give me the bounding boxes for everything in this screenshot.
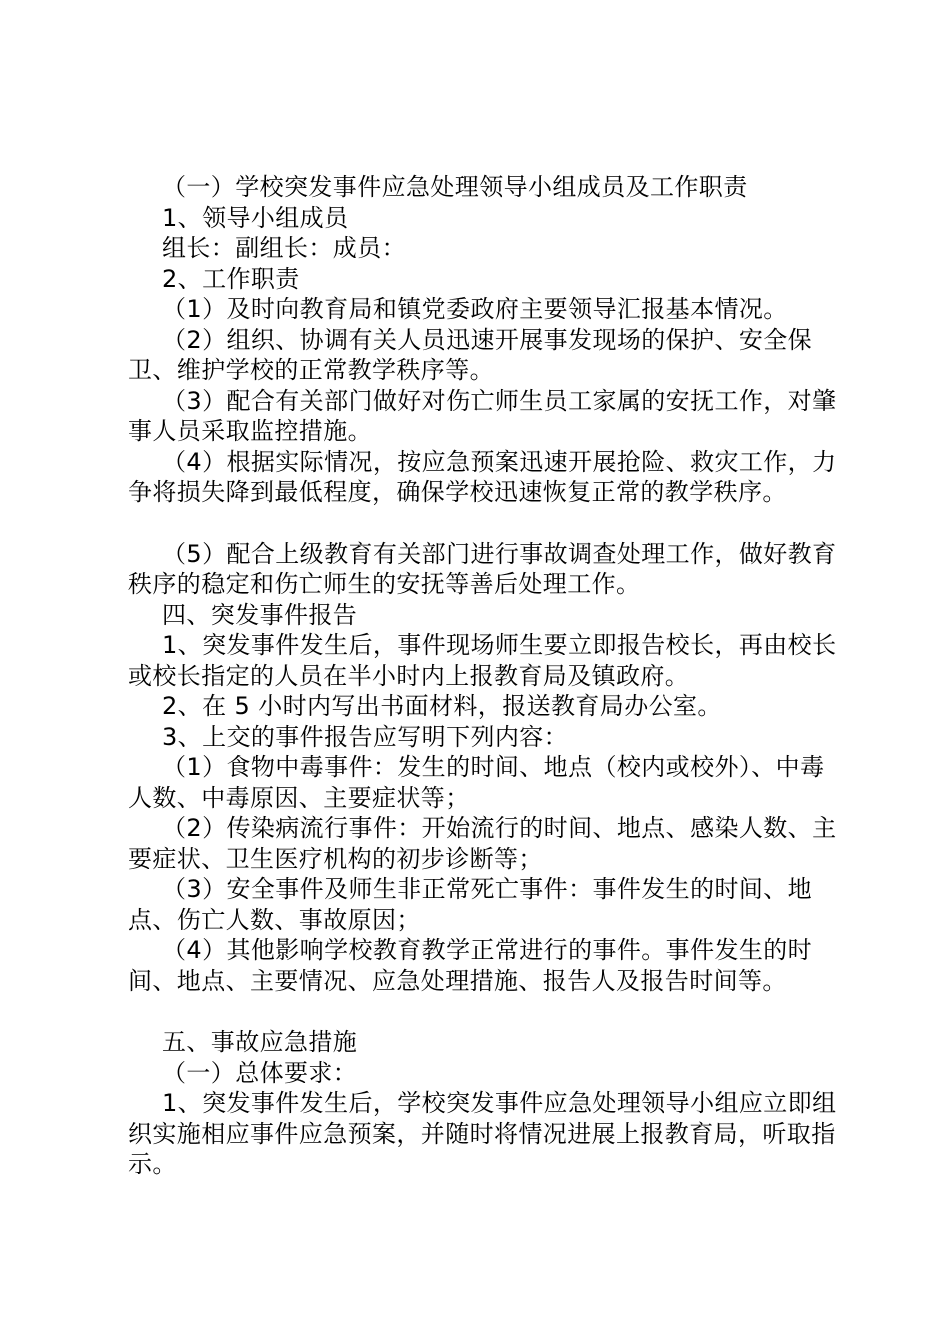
report-item-1: 1、突发事件发生后，事件现场师生要立即报告校长，再由校长或校长指定的人员在半小时内上报教育局及镇政府。 — [128, 631, 837, 690]
measure-item-1: 1、突发事件发生后，学校突发事件应急处理领导小组应立即组织实施相应事件应急预案，并随时将情况进展上报教育局，听取指示。 — [128, 1089, 837, 1178]
report-content-3: （3）安全事件及师生非正常死亡事件：事件发生的时间、地点、伤亡人数、事故原因； — [128, 875, 813, 934]
duty-item-5: （5）配合上级教育有关部门进行事故调查处理工作，做好教育秩序的稳定和伤亡师生的安抚等善后处理工作。 — [128, 539, 837, 598]
report-content-1: （1）食物中毒事件：发生的时间、地点（校内或校外）、中毒人数、中毒原因、主要症状等； — [128, 753, 825, 812]
duty-item-2: （2）组织、协调有关人员迅速开展事发现场的保护、安全保卫、维护学校的正常教学秩序等。 — [128, 325, 813, 384]
report-item-2: 2、在 5 小时内写出书面材料，报送教育局办公室。 — [162, 692, 722, 720]
duty-item-1: （1）及时向教育局和镇党委政府主要领导汇报基本情况。 — [162, 295, 788, 323]
report-content-2: （2）传染病流行事件：开始流行的时间、地点、感染人数、主要症状、卫生医疗机构的初步诊断等； — [128, 814, 837, 873]
report-content-4: （4）其他影响学校教育教学正常进行的事件。事件发生的时间、地点、主要情况、应急处理措施、报告人及报告时间等。 — [128, 936, 813, 995]
duty-item-4: （4）根据实际情况，按应急预案迅速开展抢险、救灾工作，力争将损失降到最低程度，确保学校迅速恢复正常的教学秩序。 — [128, 447, 837, 506]
duty-item-3: （3）配合有关部门做好对伤亡师生员工家属的安抚工作，对肇事人员采取监控措施。 — [128, 386, 837, 445]
section-heading-incident-report: 四、突发事件报告 — [162, 600, 358, 629]
subheading-general-requirements: （一）总体要求： — [162, 1058, 358, 1087]
document-body — [128, 172, 840, 1180]
subheading-duties: 2、工作职责 — [162, 264, 300, 293]
subheading-group-members: 1、领导小组成员 — [162, 203, 349, 232]
group-roles-line: 组长：副组长：成员： — [162, 234, 406, 262]
section-heading-emergency-measures: 五、事故应急措施 — [162, 1028, 358, 1056]
section-heading-leadership-group: （一）学校突发事件应急处理领导小组成员及工作职责 — [162, 173, 748, 201]
report-item-3: 3、上交的事件报告应写明下列内容： — [162, 722, 569, 751]
